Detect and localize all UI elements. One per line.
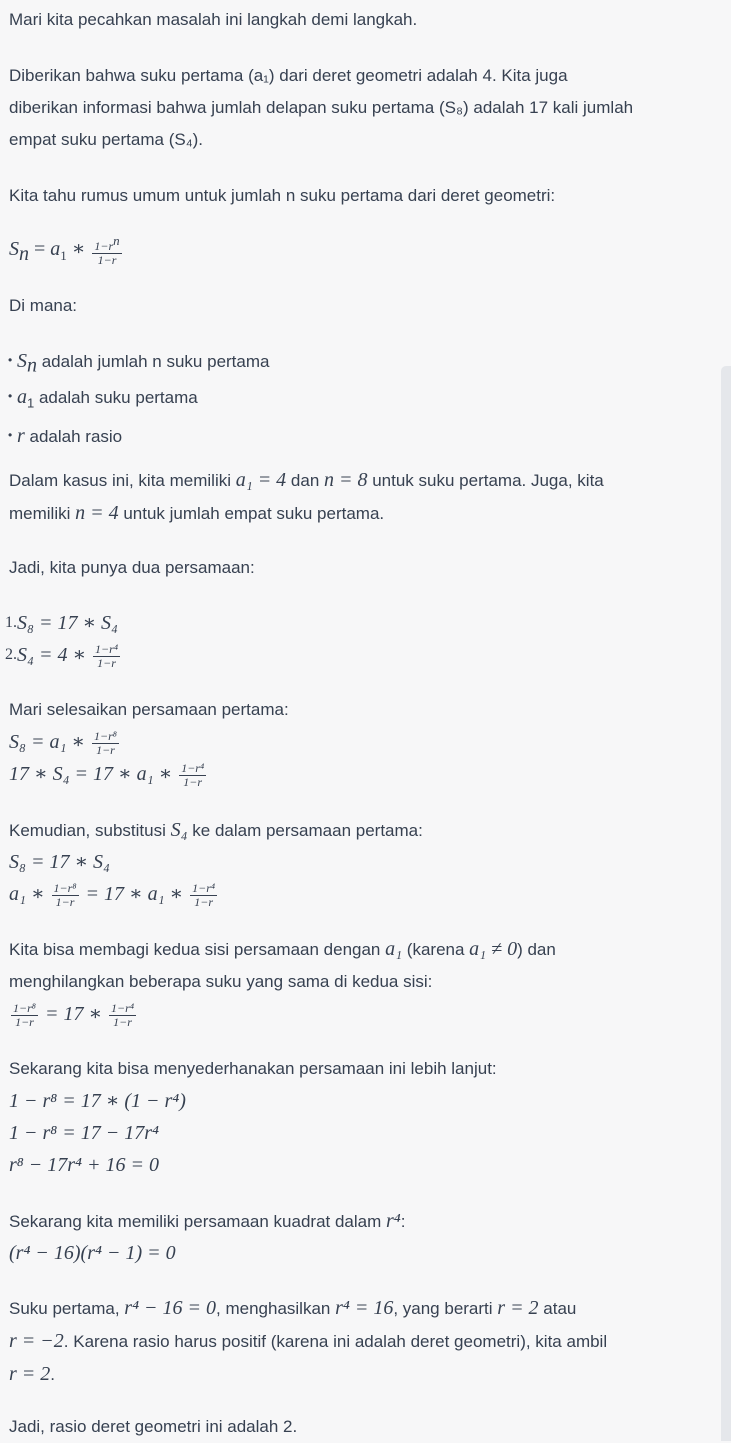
- solve-lines: S₈ = a₁ ∗ $\frac{\text{1−r⁸}}{1-r}$ 17 ∗ S₄ = 17 ∗ a₁ ∗ $\frac{\text{1−r⁴}}{1-r}$: [9, 728, 205, 789]
- intro-text: Mari kita pecahkan masalah ini langkah demi langkah.: [9, 10, 418, 29]
- list-item: • $a_1$ adalah suku pertama: [8, 386, 198, 411]
- definitions-list: [8, 345, 270, 458]
- scrollbar[interactable]: [721, 366, 731, 1441]
- list-item: • $S_n$ adalah jumlah n suku pertama: [8, 350, 270, 377]
- equations-list: [5, 607, 122, 671]
- factored-equation: (r⁴ − 16)(r⁴ − 1) = 0: [9, 1242, 176, 1264]
- simplify-lines: 1 − r⁸ = 17 ∗ (1 − r⁴) 1 − r⁸ = 17 − 17r⁴ r⁸ − 17r⁴ + 16 = 0: [9, 1090, 186, 1176]
- substitution-label: Kemudian, substitusi S₄ ke dalam persamaan pertama:: [9, 819, 423, 841]
- given-paragraph: Diberikan bahwa suku pertama (a₁) dari deret geometri adalah 4. Kita juga diberikan informasi bahwa jumlah delapan suku pertama (S₈) adalah 17 kali jumlah empat suku pertama (S₄).: [9, 66, 634, 149]
- list-item: • r adalah rasio: [8, 424, 123, 447]
- sum-formula: $S_n = a_1$ ∗ $\frac{1-r^n}{1-r}$: [9, 232, 120, 267]
- first-term-paragraph: Suku pertama, r⁴ − 16 = 0, menghasilkan r⁴ = 16, yang berarti r = 2 atau r = −2. Karena rasio harus positif (karena ini adalah deret geometri), kita ambil r = 2.: [9, 1297, 608, 1385]
- divide-paragraph: Kita bisa membagi kedua sisi persamaan dengan a₁ (karena a₁ ≠ 0) dan menghilangkan beberapa suku yang sama di kedua sisi:: [9, 938, 556, 991]
- simplify-label: Sekarang kita bisa menyederhanakan persamaan ini lebih lanjut:: [9, 1059, 497, 1078]
- case-paragraph: Dalam kasus ini, kita memiliki a₁ = 4 dan n = 8 untuk suku pertama. Juga, kita memiliki n = 4 untuk jumlah empat suku pertama.: [9, 469, 604, 524]
- solve-first-label: Mari selesaikan persamaan pertama:: [9, 700, 289, 719]
- equation-item: 2. S₄ = 4 ∗ $\frac{\text{1−r⁴}}{1-r}$: [5, 641, 118, 670]
- formula-intro: Kita tahu rumus umum untuk jumlah n suku pertama dari deret geometri:: [9, 186, 556, 205]
- substitution-lines: S₈ = 17 ∗ S₄ a₁ ∗ $\frac{\text{1−r⁸}}{1-r}$ = 17 ∗ a₁ ∗ $\frac{\text{1−r⁴}}{1-r}$: [9, 851, 216, 909]
- divide-line: $\frac{\text{1−r⁸}}{1-r}$ = 17 ∗ $\frac{\text{1−r⁴}}{1-r}$: [13, 1000, 134, 1029]
- equation-item: 1. S₈ = 17 ∗ S₄: [5, 612, 118, 634]
- quadratic-label: Sekarang kita memiliki persamaan kuadrat dalam r⁴:: [9, 1210, 406, 1232]
- two-equations-label: Jadi, kita punya dua persamaan:: [9, 558, 255, 577]
- conclusion-text: Jadi, rasio deret geometri ini adalah 2.: [9, 1417, 298, 1436]
- where-label: Di mana:: [9, 296, 78, 315]
